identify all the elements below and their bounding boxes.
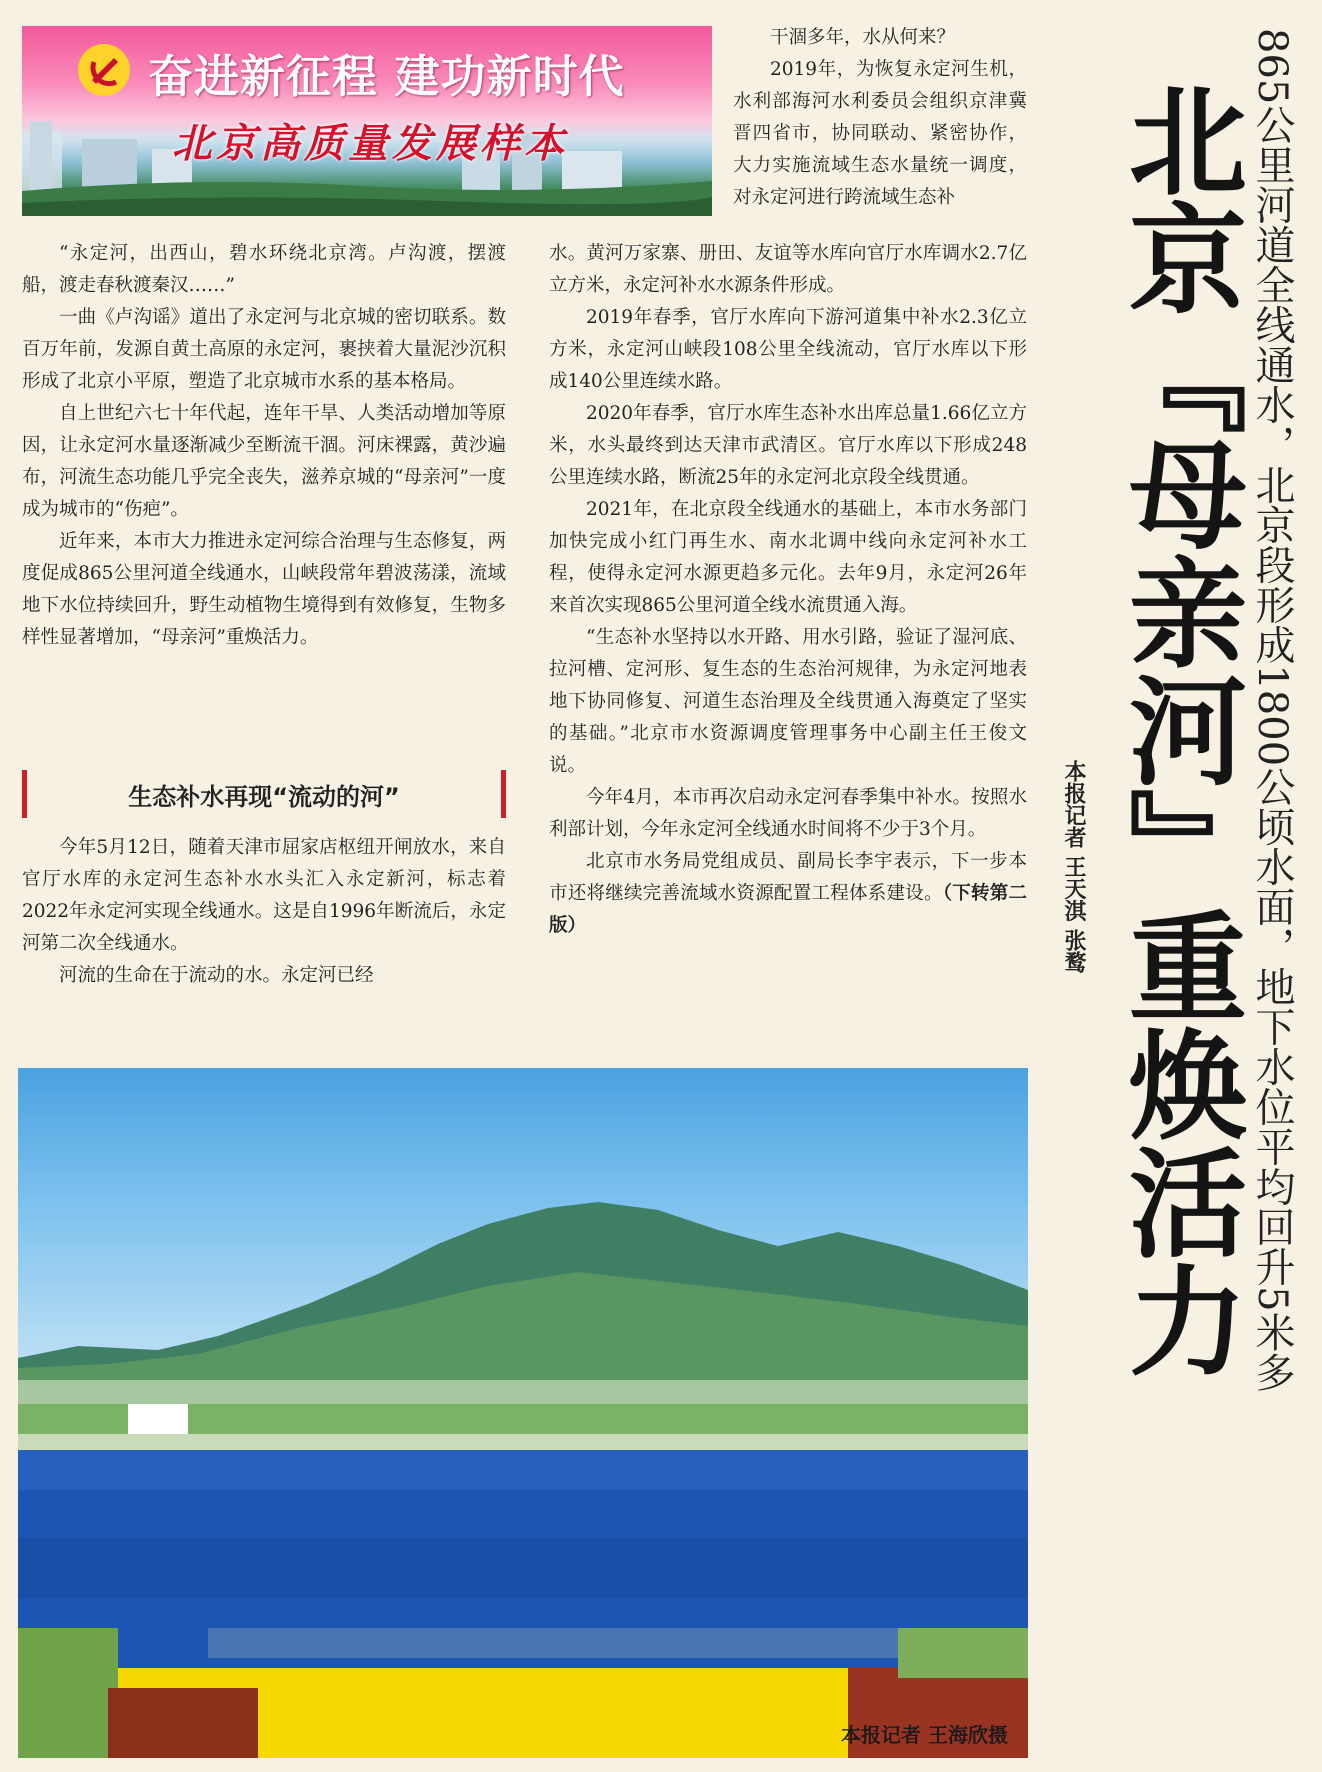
paragraph-text: 北京市水务局党组成员、副局长李宇表示，下一步本市还将继续完善流域水资源配置工程体系建设。 [549, 851, 1027, 904]
banner [22, 26, 712, 216]
continued-note: （下转第二版） [549, 883, 1027, 936]
section-heading-text: 生态补水再现“流动的河” [128, 782, 400, 811]
article-column-2-top [733, 22, 1027, 214]
paragraph: 自上世纪六七十年代起，连年干旱、人类活动增加等原因，让永定河水量逐渐减少至断流干涸。河床裸露，黄沙遍布，河流生态功能几乎完全丧失，滋养京城的“母亲河”一度成为城市的“伤疤”。 [22, 403, 506, 520]
river-photo [18, 1068, 1028, 1758]
headline: 北京『母亲河』重焕活力 [1109, 80, 1247, 1378]
paragraph: 河流的生命在于流动的水。永定河已经 [59, 965, 374, 986]
banner-slogan: 奋进新征程 建功新时代 [148, 50, 625, 103]
paragraph: 近年来，本市大力推进永定河综合治理与生态修复，两度促成865公里河道全线通水，山峡段常年碧波荡漾，流域地下水位持续回升，野生动植物生境得到有效修复，生物多样性显著增加，“母亲河”重焕活力。 [22, 531, 506, 648]
landscape-illustration [18, 1068, 1028, 1758]
paragraph: 2021年，在北京段全线通水的基础上，本市水务部门加快完成小红门再生水、南水北调中线向永定河补水工程，使得永定河水源更趋多元化。去年9月，永定河26年来首次实现865公里河道全线水流贯通入海。 [549, 499, 1027, 616]
paragraph: 2020年春季，官厅水库生态补水出库总量1.66亿立方米，水头最终到达天津市武清区。官厅水库以下形成248公里连续水路，断流25年的永定河北京段全线贯通。 [549, 403, 1027, 488]
article-column-1-bottom [22, 832, 506, 992]
paragraph: “生态补水坚持以水开路、用水引路，验证了湿河底、拉河槽、定河形、复生态的生态治河规律，为永定河地表地下协同修复、河道生态治理及全线贯通入海奠定了坚实的基础。”北京市水资源调度管理事务中心副主任王俊文说。 [549, 627, 1027, 776]
article-column-2 [549, 238, 1027, 942]
banner-subtitle: 北京高质量发展样本 [172, 120, 568, 167]
paragraph: 干涸多年，水从何来？ [770, 27, 956, 48]
headline-subtitle: 865公里河道全线通水，北京段形成1800公顷水面，地下水位平均回升5米多 [1249, 28, 1295, 1392]
section-heading [22, 768, 506, 820]
byline: 本报记者 王天淇 张鹜 [1061, 760, 1086, 974]
party-emblem-icon [74, 40, 134, 100]
paragraph: 今年5月12日，随着天津市屈家店枢纽开闸放水，来自官厅水库的永定河生态补水水头汇入永定新河，标志着2022年永定河实现全线通水。这是自1996年断流后，永定河第二次全线通水。 [22, 837, 506, 954]
article-column-1 [22, 238, 506, 654]
heading-bar-left [22, 770, 27, 818]
photo-credit: 本报记者 王海欣摄 [841, 1723, 1008, 1747]
paragraph: 今年4月，本市再次启动永定河春季集中补水。按照水利部计划，今年永定河全线通水时间将不少于3个月。 [549, 787, 1027, 840]
paragraph: “永定河，出西山，碧水环绕北京湾。卢沟渡，摆渡船，渡走春秋渡秦汉……” [22, 243, 506, 296]
paragraph: 水。黄河万家寨、册田、友谊等水库向官厅水库调水2.7亿立方米，永定河补水水源条件形成。 [549, 243, 1027, 296]
paragraph: 2019年，为恢复永定河生机，水利部海河水利委员会组织京津冀晋四省市，协同联动、紧密协作，大力实施流域生态水量统一调度，对永定河进行跨流域生态补 [733, 59, 1027, 208]
paragraph: 2019年春季，官厅水库向下游河道集中补水2.3亿立方米，永定河山峡段108公里全线流动，官厅水库以下形成140公里连续水路。 [549, 307, 1027, 392]
heading-bar-right [501, 770, 506, 818]
paragraph: 一曲《卢沟谣》道出了永定河与北京城的密切联系。数百万年前，发源自黄土高原的永定河，裹挟着大量泥沙沉积形成了北京小平原，塑造了北京城市水系的基本格局。 [22, 307, 506, 392]
paragraph [549, 846, 1027, 942]
